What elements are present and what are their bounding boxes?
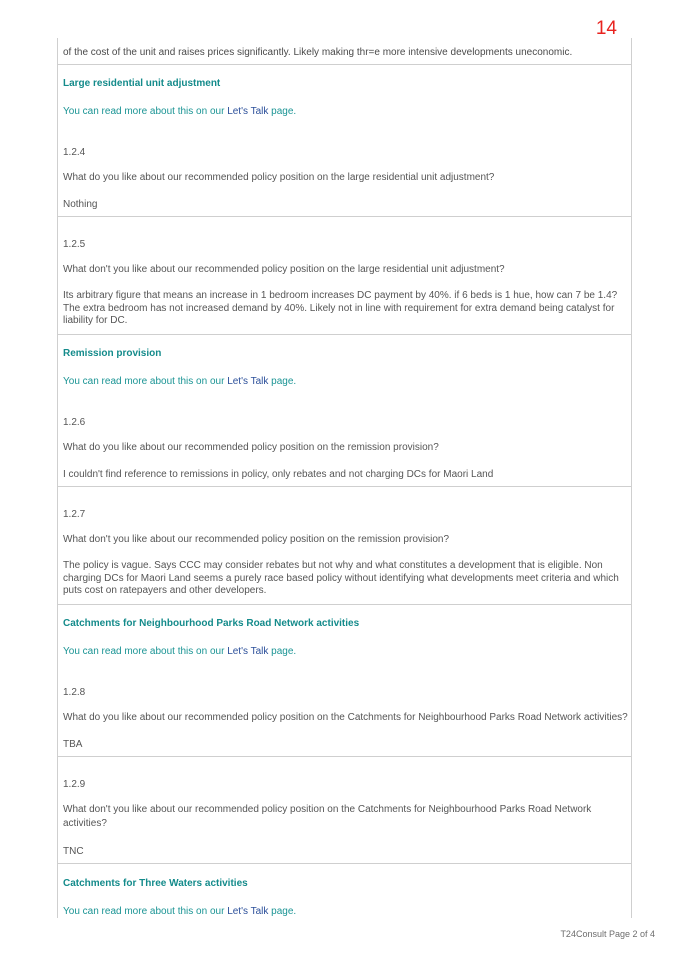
read-more-text: You can read more about this on our Let's Talk page. bbox=[63, 376, 297, 387]
question-text: What do you like about our recommended policy position on the Catchments for Neighbourhood Parks Road Network activities? bbox=[63, 712, 628, 723]
divider bbox=[58, 216, 631, 217]
question-number: 1.2.4 bbox=[63, 147, 86, 158]
page-number: 14 bbox=[595, 18, 617, 39]
read-more-text: You can read more about this on our Let's Talk page. bbox=[63, 646, 297, 657]
lets-talk-link[interactable]: Let's Talk bbox=[227, 906, 269, 917]
question-number: 1.2.5 bbox=[63, 239, 86, 250]
page-footer: T24Consult Page 2 of 4 bbox=[560, 929, 655, 939]
answer-text: TBA bbox=[63, 739, 83, 750]
answer-text: Its arbitrary figure that means an increase in 1 bedroom increases DC payment by 40%. if 6 beds is 1 hue, how can 7 be 1.4? The extra bedroom has not increased demand by 40%. Likely not in line with requirement for extra demand being catalyst for liability for DC. bbox=[63, 290, 618, 326]
section-title-neighbourhood-parks: Catchments for Neighbourhood Parks Road Network activities bbox=[63, 618, 360, 629]
lets-talk-link[interactable]: Let's Talk bbox=[227, 106, 269, 117]
intro-text: of the cost of the unit and raises prices significantly. Likely making thr=e more intensive developments uneconomic. bbox=[63, 47, 573, 58]
answer-text: TNC bbox=[63, 846, 84, 857]
document-content bbox=[57, 38, 632, 918]
question-text: What don't you like about our recommended policy position on the Catchments for Neighbourhood Parks Road Network activities? bbox=[63, 804, 592, 829]
divider bbox=[58, 334, 631, 335]
question-text: What don't you like about our recommended policy position on the large residential unit adjustment? bbox=[63, 264, 505, 275]
section-title-large-residential: Large residential unit adjustment bbox=[63, 78, 221, 89]
divider bbox=[58, 863, 631, 864]
section-title-remission: Remission provision bbox=[63, 348, 162, 359]
question-number: 1.2.7 bbox=[63, 509, 86, 520]
divider bbox=[58, 756, 631, 757]
question-number: 1.2.6 bbox=[63, 417, 86, 428]
answer-text: I couldn't find reference to remissions in policy, only rebates and not charging DCs for Maori Land bbox=[63, 469, 494, 480]
question-text: What do you like about our recommended policy position on the remission provision? bbox=[63, 442, 439, 453]
section-title-three-waters: Catchments for Three Waters activities bbox=[63, 878, 248, 889]
read-more-text: You can read more about this on our Let's Talk page. bbox=[63, 906, 297, 917]
question-text: What don't you like about our recommended policy position on the remission provision? bbox=[63, 534, 450, 545]
divider bbox=[58, 604, 631, 605]
divider bbox=[58, 64, 631, 65]
question-text: What do you like about our recommended policy position on the large residential unit adjustment? bbox=[63, 172, 495, 183]
lets-talk-link[interactable]: Let's Talk bbox=[227, 646, 269, 657]
answer-text: Nothing bbox=[63, 199, 98, 210]
answer-text: The policy is vague. Says CCC may consider rebates but not why and what constitutes a development that is eligible. Non charging DCs for Maori Land seems a purely race based policy without identifying what developments meet criteria and which puts cost on ratepayers and other developers. bbox=[63, 560, 619, 596]
question-number: 1.2.9 bbox=[63, 779, 86, 790]
question-number: 1.2.8 bbox=[63, 687, 86, 698]
read-more-text: You can read more about this on our Let's Talk page. bbox=[63, 106, 297, 117]
divider bbox=[58, 486, 631, 487]
lets-talk-link[interactable]: Let's Talk bbox=[227, 376, 269, 387]
